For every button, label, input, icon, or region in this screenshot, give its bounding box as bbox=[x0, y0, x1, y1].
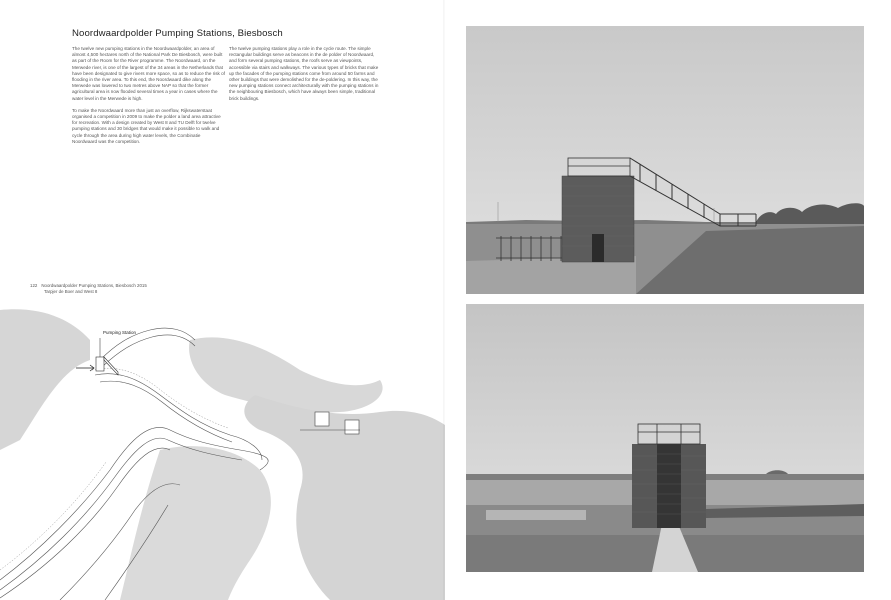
caption-line-1: Noordwaardpolder Pumping Stations, Biesbosch 2015 bbox=[41, 283, 147, 288]
water-area bbox=[120, 446, 271, 600]
caption-line-2: Tarpjer de Boer and West 8 bbox=[44, 288, 98, 294]
photo-pumping-station-front bbox=[466, 304, 864, 572]
door bbox=[592, 234, 604, 262]
drawing-label: Pumping Station bbox=[103, 330, 137, 335]
arrow-icon bbox=[76, 365, 94, 371]
water-area bbox=[0, 309, 90, 450]
figure-caption bbox=[30, 283, 147, 294]
dike-line bbox=[100, 381, 232, 442]
dike-line bbox=[103, 335, 195, 366]
article-title: Noordwaardpolder Pumping Stations, Biesbosch bbox=[72, 28, 283, 39]
left-page bbox=[0, 0, 445, 600]
water-area bbox=[244, 395, 445, 600]
paragraph: The twelve pumping stations play a role in the cycle route. The simple rectangular buildings serve as beacons in the de polder of Noordwaard, and form several pumping stations, the roofs serve as viewpoints, accessible via stairs and walkways. The various types of bricks that make up the facades of the pumping stations come from around 50 farms and other buildings that were demolished for the de-poldering. In this way, the new pumping stations connect architecturally with the pumping stations in the neighbouring Biesbosch, which have always been simple, traditional brick buildings. bbox=[229, 46, 379, 101]
paragraph: To make the Noordwaard more than just an overflow, Rijkswaterstaat organised a competition in 2009 to make the polder a land area attractive for recreation. With a design created by West 8 and TU Delft for twelve pumping stations and 30 bridges that would make it possible to walk and cycle through the area during high water levels, the Combinatie Noordwaard was the competition. bbox=[72, 107, 221, 144]
text-column-2 bbox=[229, 46, 382, 108]
brick-tower bbox=[632, 444, 657, 528]
paragraph: The twelve new pumping stations in the Noordwaardpolder, an area of almost 4,500 hectares north of the National Park De Biesbosch, were built as part of the Room for the River programme. The Noordwaard, on the Merwede river, is one of the largest of the 34 areas in the Netherlands that have been designated to give rivers more space, so as to reduce the risk of flooding in the river area. To this end, the Noordwaard dike along the Merwede was lowered to two metres above NAP so that the former agricultural area is now flooded several times a year in cases where the water level in the Merwede is high. bbox=[72, 46, 225, 101]
photo-pumping-station-side bbox=[466, 26, 864, 294]
axonometric-drawing bbox=[0, 300, 445, 600]
page-number: 122 bbox=[30, 283, 38, 288]
text-column-1 bbox=[72, 46, 225, 151]
stair bbox=[657, 444, 681, 528]
dike-line bbox=[0, 462, 106, 570]
brick-tower bbox=[681, 444, 706, 528]
right-page bbox=[445, 0, 891, 600]
water-area bbox=[189, 337, 383, 412]
pumping-station-model bbox=[96, 357, 118, 375]
